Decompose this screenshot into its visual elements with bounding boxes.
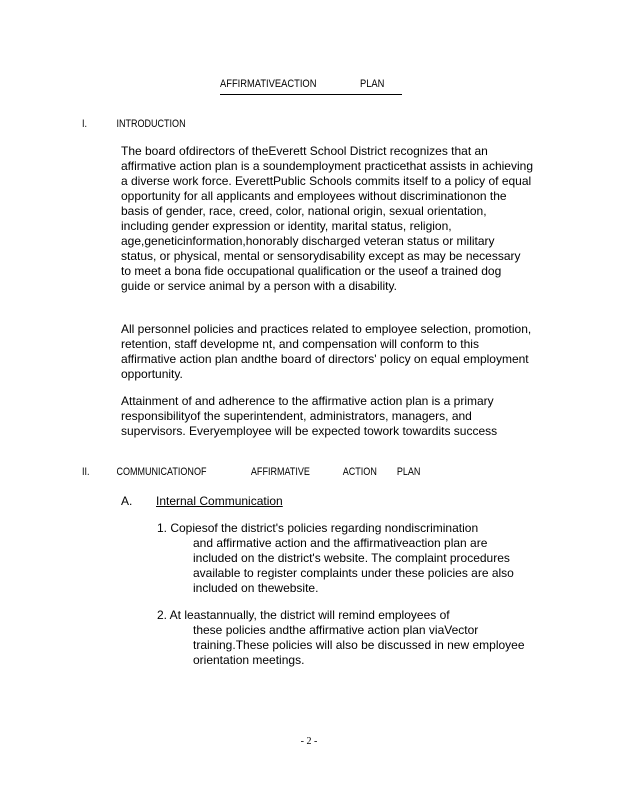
intro-paragraph-2 [121, 322, 533, 382]
intro-paragraph-3-text: Attainment of and adherence to the affirmative action plan is a primary responsibilityof the superintendent, administrators, managers, and supervisors. Everyemployee will be expected towork towardits success [121, 394, 498, 438]
list-item-1 [157, 521, 527, 596]
section-1-number: I. [82, 118, 88, 130]
list-item-1-rest: and affirmative action and the affirmativeaction plan are included on the district's website. The complaint procedures available to register complaints under these policies are also included on thewebsite. [193, 536, 514, 595]
title-part-2: PLAN [360, 78, 385, 90]
section-2-heading [82, 466, 426, 480]
subsection-a-letter: A. [121, 494, 133, 508]
section-2-number: II. [82, 466, 90, 478]
section-2-title-part-4: PLAN [396, 466, 421, 478]
list-item-2-first-line: 2. At leastannually, the district will remind employees of [157, 608, 450, 622]
section-1-heading [82, 118, 246, 132]
section-2-title-part-1: COMMUNICATIONOF [116, 466, 207, 478]
section-2-title-part-3: ACTION [342, 466, 377, 478]
title-part-1: AFFIRMATIVEACTION [220, 78, 317, 90]
intro-paragraph-3 [121, 394, 533, 439]
subsection-a-title: Internal Communication [156, 494, 283, 508]
document-title [220, 78, 402, 95]
list-item-2-rest: these policies andthe affirmative action plan viaVector training.These policies will also be discussed in new employee orientation meetings. [193, 623, 525, 667]
section-2-title-part-2: AFFIRMATIVE [250, 466, 310, 478]
section-1-title: INTRODUCTION [116, 118, 186, 130]
intro-paragraph-1 [121, 144, 533, 294]
page-number: - 2 - [300, 736, 318, 747]
list-item-1-first-line: 1. Copiesof the district's policies regarding nondiscrimination [157, 521, 479, 535]
list-item-2 [157, 608, 527, 668]
intro-paragraph-1-text: The board ofdirectors of theEverett School District recognizes that an affirmative action plan is a soundemployment practicethat assists in achieving a diverse work force. EverettPublic Schools commits itself to a policy of equal opportunity for all applicants and employees without discriminationon the basis of gender, race, creed, color, national origin, sexual orientation, including gender expression or identity, marital status, religion, age,geneticinformation,honorably discharged veteran status or military status, or physical, mental or sensorydisability except as may be necessary to meet a bona fide occupational qualification or the useof a trained dog guide or service animal by a person with a disability. [121, 144, 533, 293]
intro-paragraph-2-text: All personnel policies and practices related to employee selection, promotion, retention, staff developme nt, and compensation will conform to this affirmative action plan andthe board of directors' policy on equal employment opportunity. [121, 322, 532, 381]
